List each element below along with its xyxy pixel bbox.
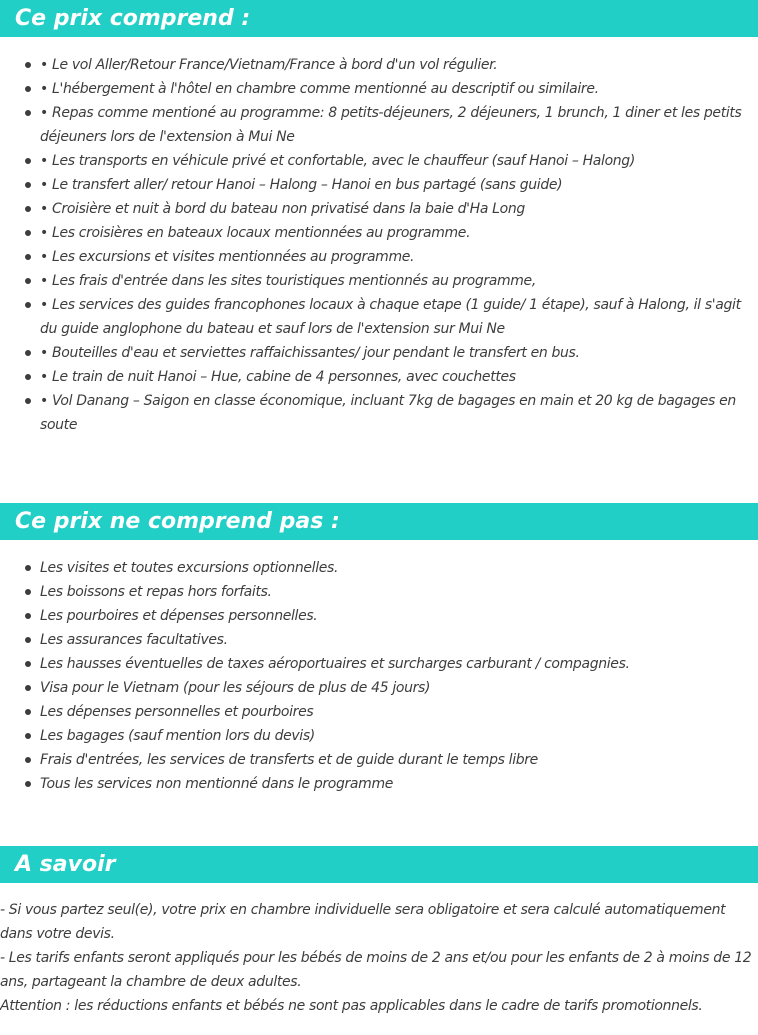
list-item: Tous les services non mentionné dans le programme <box>0 772 758 796</box>
excludes-title: Ce prix ne comprend pas : <box>15 509 340 534</box>
savoir-header <box>0 846 758 883</box>
savoir-paragraph: - Les tarifs enfants seront appliqués pour les bébés de moins de 2 ans et/ou pour les enfants de 2 à moins de 12 ans, partageant la chambre de deux adultes. <box>0 950 752 990</box>
savoir-paragraph: Attention : les réductions enfants et bébés ne sont pas applicables dans le cadre de tarifs promotionnels. <box>0 998 703 1014</box>
savoir-title: A savoir <box>15 852 116 877</box>
includes-list <box>0 53 758 437</box>
list-item: • Croisière et nuit à bord du bateau non privatisé dans la baie d'Ha Long <box>0 197 758 221</box>
list-item: • Les croisières en bateaux locaux mentionnées au programme. <box>0 221 758 245</box>
excludes-header <box>0 503 758 540</box>
includes-title: Ce prix comprend : <box>15 6 251 31</box>
list-item: • Les frais d'entrée dans les sites touristiques mentionnés au programme, <box>0 269 758 293</box>
list-item: Les hausses éventuelles de taxes aéroportuaires et surcharges carburant / compagnies. <box>0 652 758 676</box>
list-item: • L'hébergement à l'hôtel en chambre comme mentionné au descriptif ou similaire. <box>0 77 758 101</box>
list-item: • Repas comme mentioné au programme: 8 petits-déjeuners, 2 déjeuners, 1 brunch, 1 diner et les petits déjeuners lors de l'extension à Mui Ne <box>0 101 758 149</box>
list-item: • Le train de nuit Hanoi – Hue, cabine de 4 personnes, avec couchettes <box>0 365 758 389</box>
list-item: • Les transports en véhicule privé et confortable, avec le chauffeur (sauf Hanoi – Halong) <box>0 149 758 173</box>
list-item: Les bagages (sauf mention lors du devis) <box>0 724 758 748</box>
list-item: Les dépenses personnelles et pourboires <box>0 700 758 724</box>
list-item: Visa pour le Vietnam (pour les séjours de plus de 45 jours) <box>0 676 758 700</box>
list-item: • Vol Danang – Saigon en classe économique, incluant 7kg de bagages en main et 20 kg de bagages en soute <box>0 389 758 437</box>
savoir-paragraph: - Si vous partez seul(e), votre prix en chambre individuelle sera obligatoire et sera calculé automatiquement dans votre devis. <box>0 902 726 942</box>
excludes-list <box>0 556 758 796</box>
list-item: Frais d'entrées, les services de transferts et de guide durant le temps libre <box>0 748 758 772</box>
list-item: Les visites et toutes excursions optionnelles. <box>0 556 758 580</box>
list-item: • Les excursions et visites mentionnées au programme. <box>0 245 758 269</box>
list-item: • Le vol Aller/Retour France/Vietnam/France à bord d'un vol régulier. <box>0 53 758 77</box>
savoir-body <box>0 898 758 1018</box>
list-item: Les pourboires et dépenses personnelles. <box>0 604 758 628</box>
list-item: • Les services des guides francophones locaux à chaque etape (1 guide/ 1 étape), sauf à Halong, il s'agit du guide anglophone du bateau et sauf lors de l'extension sur Mui Ne <box>0 293 758 341</box>
list-item: Les assurances facultatives. <box>0 628 758 652</box>
list-item: • Bouteilles d'eau et serviettes raffaichissantes/ jour pendant le transfert en bus. <box>0 341 758 365</box>
list-item: Les boissons et repas hors forfaits. <box>0 580 758 604</box>
includes-header <box>0 0 758 37</box>
list-item: • Le transfert aller/ retour Hanoi – Halong – Hanoi en bus partagé (sans guide) <box>0 173 758 197</box>
